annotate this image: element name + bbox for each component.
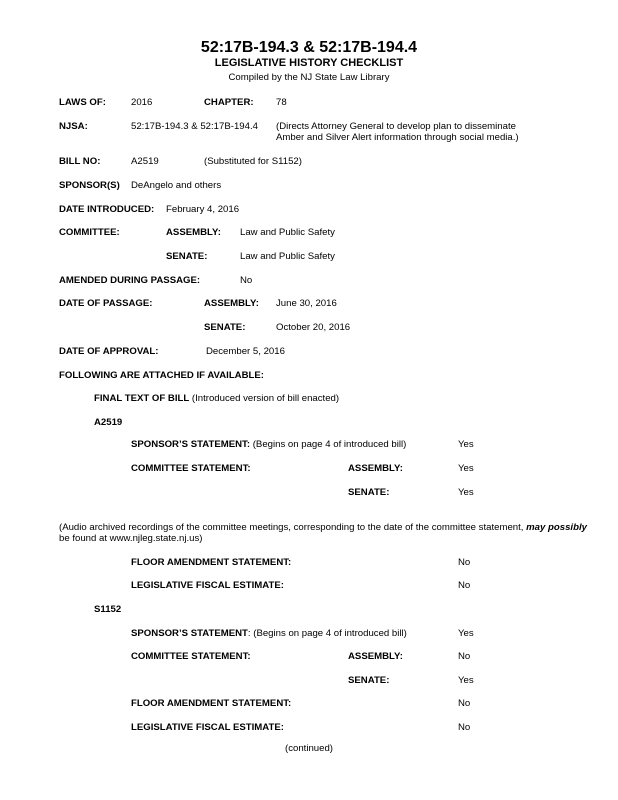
final-text-label: FINAL TEXT OF BILL [94, 393, 190, 404]
amended-label: AMENDED DURING PASSAGE: [59, 275, 201, 286]
s1152-assembly-label: ASSEMBLY: [348, 651, 403, 662]
sponsor-label: SPONSOR(S) [59, 180, 120, 191]
s1152-sponsor-label: SPONSOR’S STATEMENT [131, 628, 248, 639]
s1152-committee-label: COMMITTEE STATEMENT: [131, 651, 251, 662]
s1152-senate-label: SENATE: [348, 675, 390, 686]
s1152-heading: S1152 [94, 604, 122, 615]
a2519-senate-label: SENATE: [348, 487, 390, 498]
substituted-for: (Substituted for S1152) [204, 156, 302, 167]
a2519-fiscal-value: No [458, 580, 471, 591]
s1152-fiscal-value: No [458, 722, 471, 733]
a2519-sponsor-value: Yes [458, 439, 474, 450]
passage-assembly-label: ASSEMBLY: [204, 298, 259, 309]
a2519-senate-value: Yes [458, 487, 474, 498]
s1152-fiscal-label: LEGISLATIVE FISCAL ESTIMATE: [131, 722, 284, 733]
audio-note-line1 [59, 522, 587, 534]
bill-no-label: BILL NO: [59, 156, 101, 167]
committee-senate-value: Law and Public Safety [240, 251, 335, 262]
continued-note: (continued) [285, 743, 333, 754]
s1152-assembly-value: No [458, 651, 471, 662]
date-introduced-label: DATE INTRODUCED: [59, 204, 155, 215]
a2519-sponsor-statement [131, 439, 406, 451]
chapter-label: CHAPTER: [204, 97, 254, 108]
audio-note-text: (Audio archived recordings of the committee meetings, corresponding to the date of the committee statement, [59, 522, 524, 533]
chapter-value: 78 [276, 97, 287, 108]
s1152-sponsor-note: : (Begins on page 4 of introduced bill) [247, 628, 407, 639]
a2519-floor-label: FLOOR AMENDMENT STATEMENT: [131, 557, 292, 568]
document-subtitle: LEGISLATIVE HISTORY CHECKLIST [214, 57, 404, 69]
a2519-sponsor-note: (Begins on page 4 of introduced bill) [252, 439, 407, 450]
a2519-assembly-value: Yes [458, 463, 474, 474]
committee-assembly-value: Law and Public Safety [240, 227, 335, 238]
a2519-fiscal-label: LEGISLATIVE FISCAL ESTIMATE: [131, 580, 284, 591]
laws-of-value: 2016 [131, 97, 153, 108]
s1152-sponsor-value: Yes [458, 628, 474, 639]
committee-senate-label: SENATE: [166, 251, 208, 262]
passage-senate-value: October 20, 2016 [276, 322, 351, 333]
sponsor-value: DeAngelo and others [131, 180, 222, 191]
date-of-passage-label: DATE OF PASSAGE: [59, 298, 153, 309]
final-text-note: (Introduced version of bill enacted) [191, 393, 340, 404]
committee-label: COMMITTEE: [59, 227, 120, 238]
date-of-approval-label: DATE OF APPROVAL: [59, 346, 159, 357]
njsa-description-line2: Amber and Silver Alert information through social media.) [276, 132, 519, 143]
s1152-senate-value: Yes [458, 675, 474, 686]
compiled-by: Compiled by the NJ State Law Library [228, 72, 390, 83]
njsa-description-line1: (Directs Attorney General to develop plan to disseminate [276, 121, 516, 132]
audio-note-line2: be found at www.njleg.state.nj.us) [59, 533, 203, 544]
a2519-heading: A2519 [94, 417, 123, 428]
document-title: 52:17B-194.3 & 52:17B-194.4 [200, 39, 418, 56]
s1152-floor-label: FLOOR AMENDMENT STATEMENT: [131, 698, 292, 709]
a2519-assembly-label: ASSEMBLY: [348, 463, 403, 474]
a2519-committee-label: COMMITTEE STATEMENT: [131, 463, 251, 474]
date-introduced-value: February 4, 2016 [166, 204, 240, 215]
njsa-value: 52:17B-194.3 & 52:17B-194.4 [131, 121, 258, 132]
s1152-floor-value: No [458, 698, 471, 709]
s1152-sponsor-statement [131, 628, 407, 640]
a2519-floor-value: No [458, 557, 471, 568]
final-text-line [94, 393, 339, 405]
committee-assembly-label: ASSEMBLY: [166, 227, 221, 238]
passage-senate-label: SENATE: [204, 322, 246, 333]
attached-heading: FOLLOWING ARE ATTACHED IF AVAILABLE: [59, 370, 264, 381]
njsa-label: NJSA: [59, 121, 88, 132]
bill-no-value: A2519 [131, 156, 159, 167]
amended-value: No [240, 275, 253, 286]
passage-assembly-value: June 30, 2016 [276, 298, 337, 309]
laws-of-label: LAWS OF: [59, 97, 106, 108]
a2519-sponsor-label: SPONSOR’S STATEMENT: [131, 439, 251, 450]
date-of-approval-value: December 5, 2016 [206, 346, 285, 357]
audio-note-emphasis: may possibly [526, 522, 587, 533]
